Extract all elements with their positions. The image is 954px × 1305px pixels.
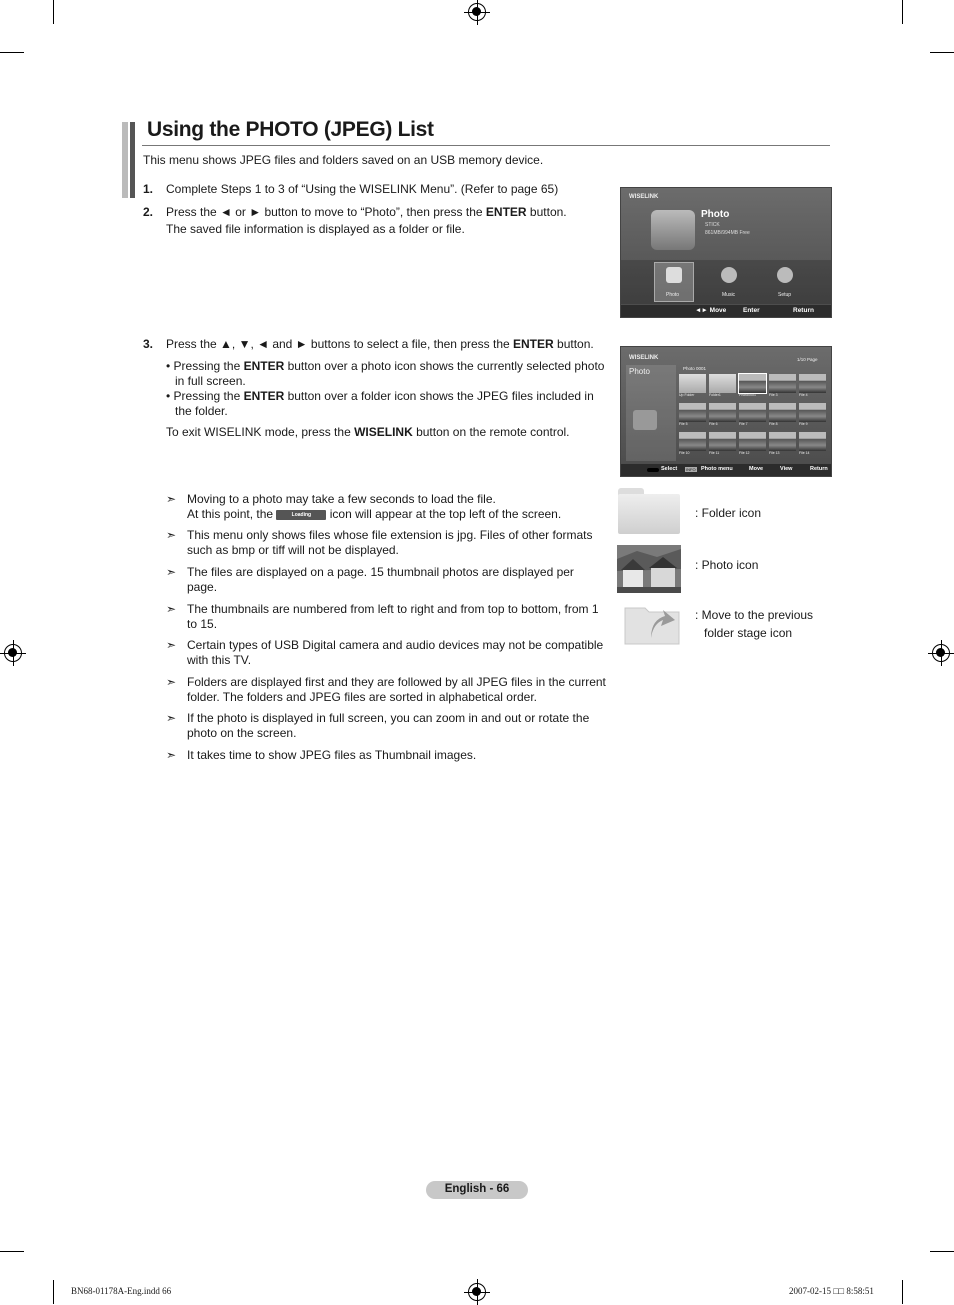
menu-label: Music	[722, 292, 736, 298]
legend-label: : Photo icon	[695, 558, 759, 572]
note-text: with this TV.	[187, 653, 252, 667]
crop-mark	[902, 1280, 903, 1304]
thumb-label: File 3	[769, 393, 778, 397]
camera-icon	[633, 410, 657, 430]
note-text: At this point, the Loading icon will appear at the top left of the screen.	[187, 507, 562, 521]
bar-return: Return	[810, 466, 828, 472]
note-text: Moving to a photo may take a few seconds to load the file.	[187, 492, 496, 506]
folder-icon	[618, 488, 680, 534]
heading-rule	[142, 145, 830, 146]
photo-icon	[799, 403, 826, 422]
bar-view: View	[780, 466, 793, 472]
crop-mark	[930, 52, 954, 53]
thumb-photo	[799, 374, 826, 400]
brand-logo: WISELINK	[629, 355, 659, 361]
intro-text: This menu shows JPEG files and folders saved on an USB memory device.	[143, 153, 544, 167]
menu-label: Setup	[778, 292, 792, 298]
thumb-label: File 10	[679, 451, 690, 455]
bar-return: Return	[793, 307, 814, 314]
legend-label: folder stage icon	[704, 626, 793, 640]
folder-path: Photo 0001	[683, 366, 707, 371]
photo-icon	[709, 432, 736, 451]
photo-icon	[739, 403, 766, 422]
device-name: STICK	[705, 222, 720, 228]
note-text: such as bmp or tiff will not be displayed.	[187, 543, 399, 557]
folder-icon	[679, 374, 706, 393]
heading-side-bar	[122, 122, 128, 198]
thumb-photo	[739, 374, 766, 400]
music-icon	[721, 267, 737, 283]
thumbnail-grid	[679, 374, 827, 460]
thumb-folder	[709, 374, 736, 400]
thumb-photo	[799, 403, 826, 429]
crop-mark	[0, 52, 24, 53]
photo-icon	[769, 432, 796, 451]
thumb-photo	[769, 432, 796, 458]
device-free: 861MB/994MB Free	[705, 230, 750, 236]
bar-enter: Enter	[743, 307, 760, 314]
crop-mark	[53, 0, 54, 24]
thumb-photo	[679, 432, 706, 458]
thumb-label: File 6	[709, 422, 718, 426]
thumb-label: File 4	[799, 393, 808, 397]
note-text: to 15.	[187, 617, 218, 631]
thumb-up-folder	[679, 374, 706, 400]
thumb-label: File 11	[709, 451, 720, 455]
page-title: Using the PHOTO (JPEG) List	[147, 118, 434, 141]
photo-icon	[739, 432, 766, 451]
bullet-text: • Pressing the ENTER button over a photo icon shows the currently selected photo	[166, 359, 605, 373]
photo-icon	[739, 374, 766, 393]
thumb-label: File 14	[799, 451, 810, 455]
step-text: Complete Steps 1 to 3 of “Using the WISELINK Menu”. (Refer to page 65)	[166, 182, 559, 196]
bar-photo-menu: Photo menu	[701, 466, 733, 472]
note-text: folder. The folders and JPEG files are sorted in alphabetical order.	[187, 690, 537, 704]
page-number: English - 66	[444, 1183, 510, 1195]
photo-icon	[769, 403, 796, 422]
thumb-photo	[769, 374, 796, 400]
registration-mark-icon	[4, 644, 22, 662]
note-marker-icon: ➣	[166, 492, 177, 506]
legend-label: : Move to the previous	[695, 608, 814, 622]
photo-icon	[799, 374, 826, 393]
crop-mark	[0, 1251, 24, 1252]
tv-screenshot-photo-list	[620, 346, 832, 477]
bullet-text: the folder.	[175, 404, 228, 418]
crop-mark	[902, 0, 903, 24]
menu-label: Photo	[666, 292, 680, 298]
button-key	[647, 468, 659, 472]
crop-mark	[53, 1280, 54, 1304]
tv-screenshot-wiselink-menu	[620, 187, 832, 318]
photo-icon	[709, 403, 736, 422]
crop-mark	[930, 1251, 954, 1252]
screen-heading: Photo	[701, 209, 730, 220]
note-marker-icon: ➣	[166, 675, 177, 689]
bar-move: ◄► Move	[695, 307, 727, 314]
step-number: 1.	[143, 182, 154, 196]
heading-side-bar	[130, 122, 135, 198]
note-text: The files are displayed on a page. 15 thumbnail photos are displayed per	[187, 565, 574, 579]
up-folder-icon	[623, 600, 681, 646]
thumb-label: File 12	[739, 451, 750, 455]
thumb-label: File 9	[799, 422, 808, 426]
registration-mark-icon	[932, 644, 950, 662]
bullet-text: in full screen.	[175, 374, 246, 388]
note-text: photo on the screen.	[187, 726, 297, 740]
thumb-photo	[739, 432, 766, 458]
photo-icon	[799, 432, 826, 451]
step-number: 2.	[143, 205, 154, 219]
thumb-label: File 13	[769, 451, 780, 455]
info-badge: INFO	[686, 466, 696, 472]
bar-move: Move	[749, 466, 764, 472]
note-text: The thumbnails are numbered from left to right and from top to bottom, from 1	[187, 602, 599, 616]
photo-icon	[666, 267, 682, 283]
photo-icon	[769, 374, 796, 393]
note-marker-icon: ➣	[166, 748, 177, 762]
photo-icon	[679, 403, 706, 422]
thumb-label: File 5	[679, 422, 688, 426]
note-text: Certain types of USB Digital camera and audio devices may not be compatible	[187, 638, 604, 652]
thumb-label: File 8	[769, 422, 778, 426]
note-marker-icon: ➣	[166, 711, 177, 725]
panel-title: Photo	[629, 367, 650, 376]
legend-label: : Folder icon	[695, 506, 762, 520]
photo-icon	[617, 545, 681, 593]
note-marker-icon: ➣	[166, 528, 177, 542]
thumb-photo	[709, 403, 736, 429]
step-text: The saved file information is displayed as a folder or file.	[166, 222, 465, 236]
photo-icon	[679, 432, 706, 451]
registration-mark-icon	[468, 1283, 486, 1301]
thumb-photo	[679, 403, 706, 429]
brand-logo: WISELINK	[629, 194, 659, 200]
thumb-photo	[709, 432, 736, 458]
thumb-photo	[769, 403, 796, 429]
thumb-photo	[799, 432, 826, 458]
note-text: This menu only shows files whose file extension is jpg. Files of other formats	[187, 528, 593, 542]
thumb-label: Photo0001	[739, 393, 756, 397]
step-text: Press the ▲, ▼, ◄ and ► buttons to select a file, then press the ENTER button.	[166, 337, 594, 351]
imprint-file: BN68-01178A-Eng.indd 66	[71, 1286, 172, 1296]
step-text: Press the ◄ or ► button to move to “Photo”, then press the ENTER button.	[166, 205, 567, 219]
note-text: page.	[187, 580, 218, 594]
note-text: Folders are displayed first and they are followed by all JPEG files in the current	[187, 675, 606, 689]
registration-mark-icon	[468, 3, 486, 21]
thumb-label: Up Folder	[679, 393, 695, 397]
thumb-label: Folder1	[709, 393, 721, 397]
setup-icon	[777, 267, 793, 283]
bar-select: Select	[661, 466, 678, 472]
note-marker-icon: ➣	[166, 602, 177, 616]
step-number: 3.	[143, 337, 154, 351]
note-marker-icon: ➣	[166, 638, 177, 652]
thumb-label: File 7	[739, 422, 748, 426]
note-text: If the photo is displayed in full screen, you can zoom in and out or rotate the	[187, 711, 590, 725]
loading-badge: Loading	[276, 510, 326, 520]
note-text: It takes time to show JPEG files as Thumbnail images.	[187, 748, 477, 762]
folder-icon	[709, 374, 736, 393]
thumb-photo	[739, 403, 766, 429]
bullet-text: • Pressing the ENTER button over a folder icon shows the JPEG files included in	[166, 389, 594, 403]
camera-icon	[651, 210, 695, 250]
imprint-date: 2007-02-15 □□ 8:58:51	[789, 1286, 874, 1296]
exit-text: To exit WISELINK mode, press the WISELINK button on the remote control.	[166, 425, 570, 439]
note-marker-icon: ➣	[166, 565, 177, 579]
page-indicator: 1/10 Page	[797, 357, 818, 362]
